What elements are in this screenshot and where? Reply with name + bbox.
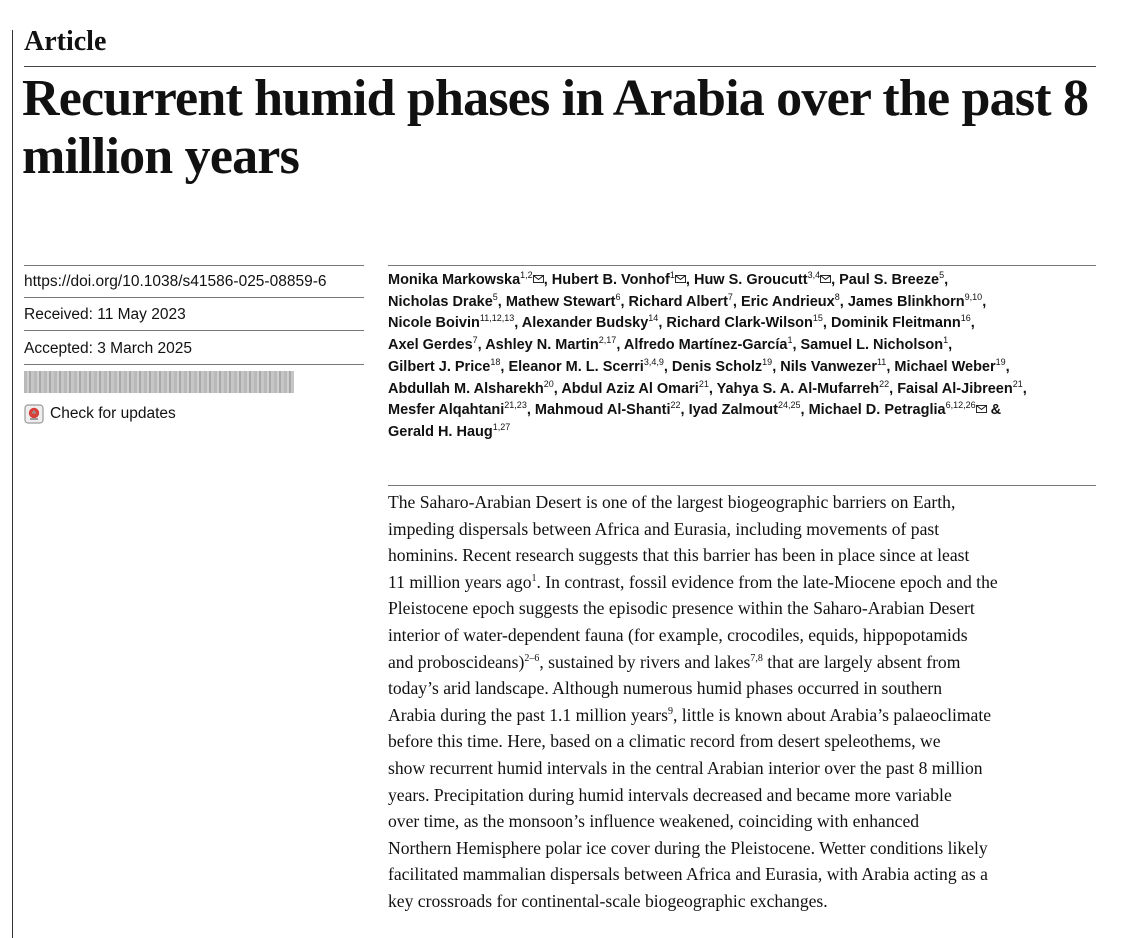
author-name[interactable]: Dominik Fleitmann	[830, 315, 961, 332]
abstract-text: facilitated mammalian dispersals between Africa and Eurasia, with Arabia acting as a	[388, 864, 988, 885]
abstract-line	[388, 702, 1100, 729]
abstract-text: hominins. Recent research suggests that this barrier has been in place since at least	[388, 545, 970, 566]
abstract-text: , little is known about Arabia’s palaeoclimate	[672, 704, 992, 725]
author-name[interactable]: Michael Weber	[894, 358, 996, 375]
author-affiliation: 6	[615, 291, 621, 302]
abstract-line	[388, 542, 1100, 569]
abstract	[388, 489, 1100, 915]
author-affiliation: 22	[879, 378, 890, 389]
abstract-line	[388, 835, 1100, 862]
abstract-line	[388, 888, 1100, 915]
meta-divider	[24, 330, 364, 331]
envelope-icon[interactable]	[976, 402, 987, 418]
author-name[interactable]: Mahmoud Al-Shanti	[534, 402, 671, 419]
citation-ref[interactable]: 2–6	[524, 652, 540, 664]
accepted-date: Accepted: 3 March 2025	[24, 340, 193, 357]
author-name[interactable]: Richard Clark-Wilson	[666, 315, 813, 332]
author-name[interactable]: Paul S. Breeze	[839, 272, 940, 288]
received-date: Received: 11 May 2023	[24, 306, 186, 323]
doi-link[interactable]: https://doi.org/10.1038/s41586-025-08859-6	[24, 273, 327, 290]
abstract-divider	[388, 485, 1096, 486]
abstract-text: , sustained by rivers and lakes	[539, 651, 751, 672]
author-affiliation: 24,25	[778, 400, 801, 411]
author-name[interactable]: Gerald H. Haug	[388, 423, 493, 440]
author-name[interactable]: Richard Albert	[628, 293, 728, 310]
author-affiliation: 3,4	[807, 270, 821, 280]
author-name[interactable]: Mesfer Alqahtani	[388, 402, 505, 419]
author-line: Gilbert J. Price$^{18}$, Eleanor M. L. Scerri$^{3,4,9}$, Denis Scholz$^{19}$, Nils Vanwezer$^{11}$, Michael Weber$^{19}$,	[388, 356, 1010, 375]
abstract-line	[388, 595, 1100, 622]
meta-divider	[24, 364, 364, 365]
author-name[interactable]: Mathew Stewart	[505, 293, 616, 310]
abstract-text: before this time. Here, based on a climatic record from desert speleothems, we	[388, 731, 941, 752]
author-name[interactable]: Alfredo Martínez-García	[623, 337, 788, 354]
abstract-text: Pleistocene epoch suggests the episodic presence within the Saharo-Arabian Desert	[388, 598, 975, 619]
author-name[interactable]: Monika Markowska	[388, 272, 521, 288]
article-title: Recurrent humid phases in Arabia over the past 8 million years	[22, 70, 1089, 185]
abstract-text: over time, as the monsoon’s influence weakened, coinciding with enhanced	[388, 811, 920, 832]
check-updates-icon	[24, 404, 44, 424]
header-divider	[24, 66, 1096, 67]
abstract-text: and proboscideans)	[388, 651, 525, 672]
author-line	[388, 422, 1100, 444]
author-name[interactable]: Abdul Aziz Al Omari	[561, 380, 699, 397]
author-name[interactable]: Yahya S. A. Al-Mufarreh	[716, 380, 880, 397]
author-line: Mesfer Alqahtani$^{21,23}$, Mahmoud Al-Shanti$^{22}$, Iyad Zalmout$^{24,25}$, Michael D. Petraglia$^{6,12,26}$ &	[388, 400, 1002, 419]
author-line: Abdullah M. Alsharekh$^{20}$, Abdul Aziz Al Omari$^{21}$, Yahya S. A. Al-Mufarreh$^{22}$, Faisal Al-Jibreen$^{21}$,	[388, 378, 1027, 397]
author-affiliation: 21,23	[504, 400, 527, 411]
check-updates-label: Check for updates	[50, 405, 176, 422]
author-name[interactable]: Nicole Boivin	[388, 315, 480, 332]
abstract-line	[388, 755, 1100, 782]
citation-ref[interactable]: 7,8	[750, 652, 763, 664]
author-name[interactable]: Ashley N. Martin	[485, 337, 599, 354]
author-affiliation: 11,12,13	[479, 313, 515, 324]
author-affiliation: 5	[939, 270, 945, 280]
citation-ref[interactable]: 1	[531, 572, 537, 584]
author-name[interactable]: Faisal Al-Jibreen	[897, 380, 1013, 397]
article-type-label: Article	[24, 26, 107, 57]
abstract-line	[388, 569, 1100, 596]
author-affiliation: 20	[543, 378, 554, 389]
author-affiliation: 5	[492, 291, 498, 302]
author-affiliation: 6,12,26	[945, 400, 976, 411]
abstract-line	[388, 808, 1100, 835]
abstract-line	[388, 675, 1100, 702]
author-name[interactable]: Michael D. Petraglia	[808, 402, 946, 419]
abstract-text: interior of water-dependent fauna (for example, crocodiles, equids, hippopotamids	[388, 624, 968, 645]
abstract-text: that are largely absent from	[762, 651, 961, 672]
envelope-icon[interactable]	[675, 272, 686, 288]
citation-ref[interactable]: 9	[667, 705, 673, 717]
abstract-text: The Saharo-Arabian Desert is one of the largest biogeographic barriers on Earth,	[388, 492, 956, 512]
author-affiliation: 1	[787, 335, 793, 346]
abstract-text: 11 million years ago	[388, 571, 532, 592]
author-affiliation: 7	[727, 291, 733, 302]
abstract-text: Northern Hemisphere polar ice cover during the Pleistocene. Wetter conditions likely	[388, 837, 988, 858]
author-name[interactable]: Nicholas Drake	[388, 293, 493, 310]
abstract-line	[388, 489, 1100, 516]
abstract-text: Arabia during the past 1.1 million years	[388, 704, 668, 725]
author-name[interactable]: Huw S. Groucutt	[693, 272, 808, 288]
author-line: Axel Gerdes$^7$, Ashley N. Martin$^{2,17}$, Alfredo Martínez-García$^1$, Samuel L. Nicholson$^1$,	[388, 335, 953, 354]
author-affiliation: 1	[943, 335, 949, 346]
author-affiliation: 21	[698, 378, 709, 389]
author-affiliation: 14	[648, 313, 659, 324]
author-name[interactable]: Eleanor M. L. Scerri	[508, 358, 644, 375]
author-affiliation: 16	[960, 313, 971, 324]
abstract-text: today’s arid landscape. Although numerous humid phases occurred in southern	[388, 678, 943, 699]
author-name[interactable]: Gilbert J. Price	[388, 358, 491, 375]
author-affiliation: 9,10	[964, 291, 983, 302]
abstract-line	[388, 782, 1100, 809]
author-line: Nicole Boivin$^{11,12,13}$, Alexander Budsky$^{14}$, Richard Clark-Wilson$^{15}$, Dominik Fleitmann$^{16}$,	[388, 313, 975, 332]
author-line: Nicholas Drake$^5$, Mathew Stewart$^6$, Richard Albert$^7$, Eric Andrieux$^8$, James Blinkhorn$^{9,10}$,	[388, 291, 987, 310]
abstract-text: . In contrast, fossil evidence from the late-Miocene epoch and the	[536, 571, 998, 592]
author-name[interactable]: Eric Andrieux	[740, 293, 835, 310]
envelope-icon[interactable]	[533, 272, 544, 288]
author-affiliation: 1,27	[492, 421, 511, 432]
author-affiliation: 8	[834, 291, 840, 302]
author-affiliation: 15	[812, 313, 823, 324]
author-affiliation: 1	[669, 270, 675, 280]
author-name[interactable]: Denis Scholz	[671, 358, 763, 375]
author-name[interactable]: Hubert B. Vonhof	[551, 272, 670, 288]
abstract-text: key crossroads for continental-scale biogeographic exchanges.	[388, 890, 828, 911]
author-affiliation: 21	[1012, 378, 1023, 389]
author-list	[388, 270, 1100, 444]
author-affiliation: 19	[762, 356, 773, 367]
author-name[interactable]: James Blinkhorn	[847, 293, 965, 310]
page-left-rule	[12, 30, 13, 938]
author-name[interactable]: Samuel L. Nicholson	[800, 337, 944, 354]
author-affiliation: 11	[876, 356, 887, 367]
redacted-block	[24, 371, 294, 393]
author-line: Monika Markowska$^{1,2}$ , Hubert B. Vonhof$^1$ , Huw S. Groucutt$^{3,4}$ , Paul S. Breeze$^5$,	[388, 270, 949, 288]
abstract-line	[388, 516, 1100, 543]
author-affiliation: 19	[995, 356, 1006, 367]
author-affiliation: 3,4,9	[643, 356, 664, 367]
author-affiliation: 1,2	[520, 270, 533, 280]
authors-divider	[388, 265, 1096, 266]
author-name[interactable]: Alexander Budsky	[521, 315, 649, 332]
author-name[interactable]: Axel Gerdes	[388, 337, 473, 354]
meta-divider	[24, 265, 364, 266]
author-affiliation: 18	[490, 356, 501, 367]
abstract-line	[388, 728, 1100, 755]
abstract-line	[388, 861, 1100, 888]
envelope-icon[interactable]	[820, 272, 831, 288]
check-for-updates-button[interactable]	[24, 404, 176, 424]
author-name[interactable]: Iyad Zalmout	[688, 402, 778, 419]
abstract-text: impeding dispersals between Africa and Eurasia, including movements of past	[388, 518, 940, 539]
author-affiliation: 2,17	[598, 335, 617, 346]
author-name[interactable]: Nils Vanwezer	[780, 358, 877, 375]
abstract-text: years. Precipitation during humid intervals decreased and became more variable	[388, 784, 952, 805]
meta-divider	[24, 297, 364, 298]
author-affiliation: 7	[472, 335, 478, 346]
abstract-text: show recurrent humid intervals in the central Arabian interior over the past 8 million	[388, 757, 983, 778]
abstract-line	[388, 649, 1100, 676]
abstract-line	[388, 622, 1100, 649]
author-name[interactable]: Abdullah M. Alsharekh	[388, 380, 544, 397]
author-affiliation: 22	[670, 400, 681, 411]
